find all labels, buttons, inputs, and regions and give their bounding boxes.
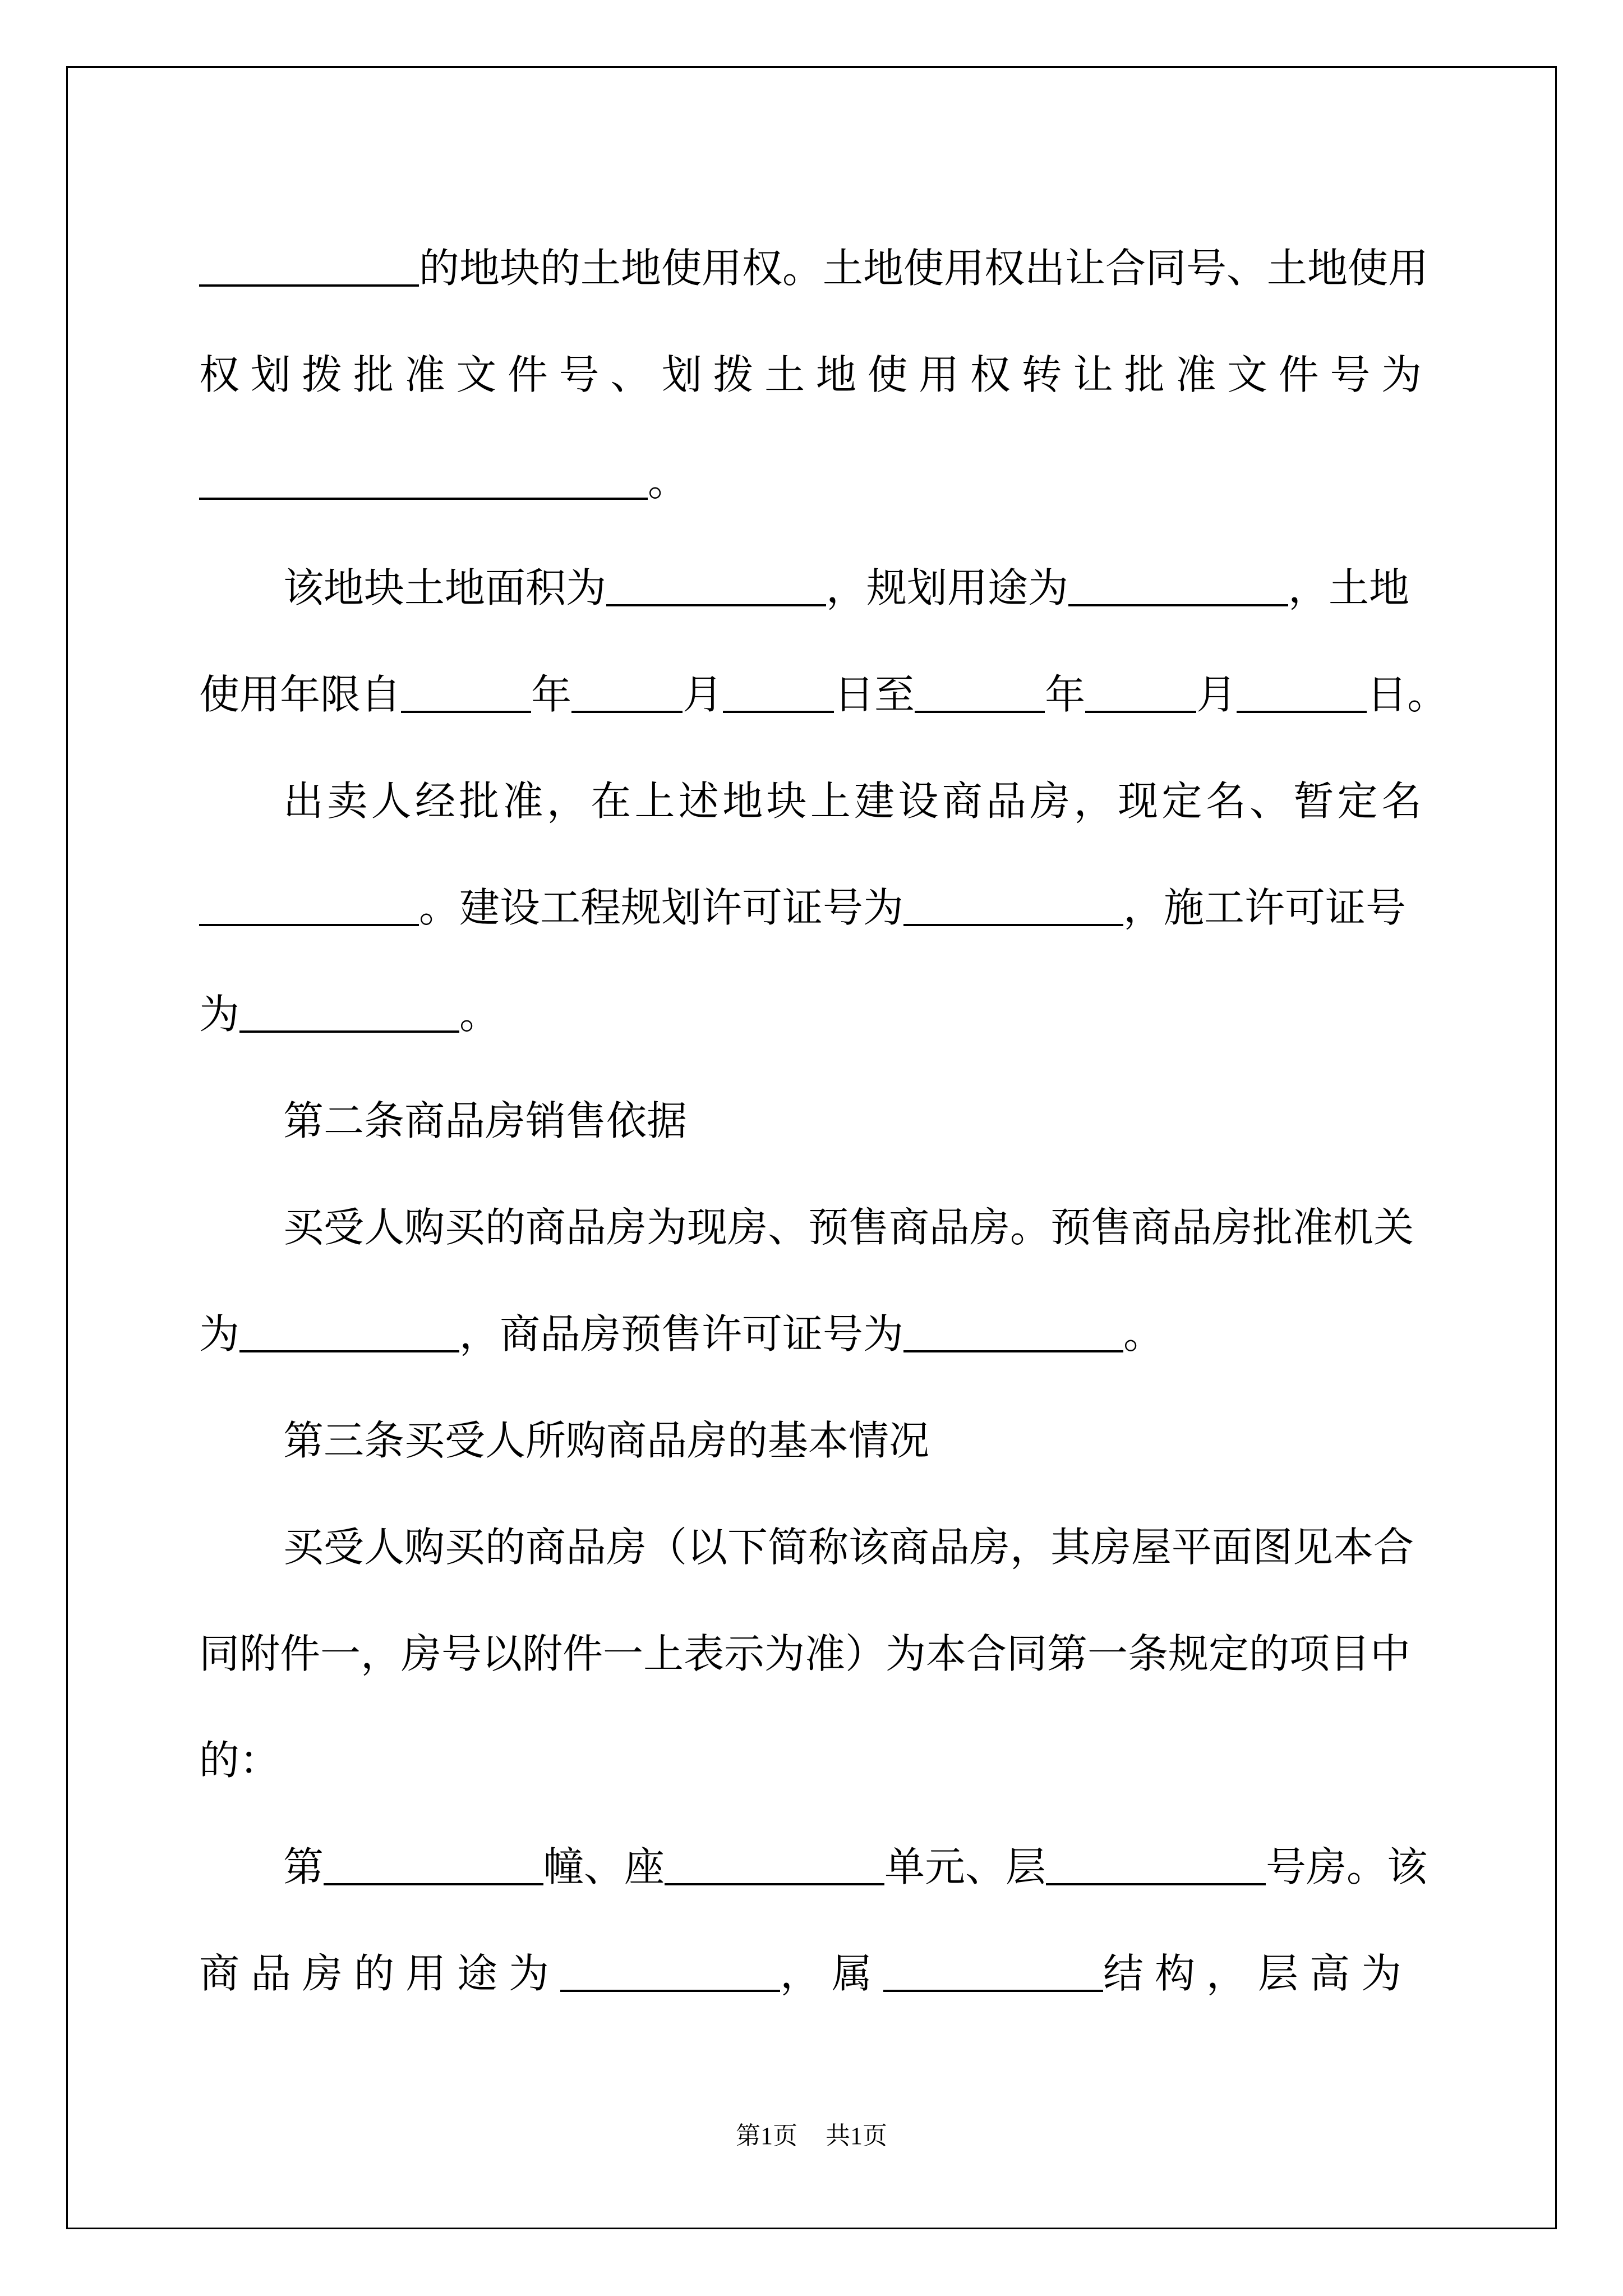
text-line (199, 1174, 1422, 1281)
text-run: ，属 (780, 1950, 884, 1997)
fill-blank (401, 675, 531, 713)
fill-blank (903, 888, 1123, 926)
text-run: 同附件一，房号以附件一上表示为准）为本合同第一条规定的项目中 (199, 1630, 1411, 1677)
text-run: 月 (683, 671, 723, 718)
fill-blank (1237, 675, 1367, 713)
text-run: 单元、层 (884, 1843, 1046, 1890)
text-line (199, 215, 1429, 321)
fill-blank (239, 1314, 459, 1352)
page-number: 第1页 (736, 2122, 797, 2150)
text-run: 为 (199, 991, 240, 1038)
text-run: 日至 (834, 671, 915, 718)
text-run: 结构，层高为 (1103, 1950, 1413, 1997)
fill-blank (239, 995, 459, 1033)
fill-blank (903, 1314, 1123, 1352)
fill-blank (1068, 568, 1288, 606)
text-run: ，施工许可证号 (1123, 884, 1407, 931)
text-line (199, 428, 1422, 535)
section-heading: 第三条买受人所购商品房的基本情况 (283, 1417, 930, 1464)
fill-blank (606, 568, 826, 606)
document-body (199, 215, 1448, 2027)
fill-blank (324, 1847, 543, 1885)
text-line (199, 854, 1422, 961)
fill-blank (199, 249, 419, 287)
text-run: 使用年限自 (199, 671, 402, 718)
text-run: 。 (648, 458, 689, 505)
text-run: 。 (1123, 1310, 1164, 1358)
fill-blank (571, 675, 683, 713)
text-run: 日。 (1367, 671, 1448, 718)
text-run: 的： (199, 1737, 280, 1784)
text-run: 年 (531, 671, 572, 718)
fill-blank (199, 888, 419, 926)
text-run: 的地块的土地使用权。土地使用权出让合同号、土地使用 (419, 245, 1429, 292)
fill-blank (1085, 675, 1196, 713)
text-run: ，商品房预售许可证号为 (459, 1310, 904, 1358)
text-line (199, 535, 1422, 641)
text-run: 号房。该 (1266, 1843, 1428, 1890)
page-footer (0, 2119, 1623, 2153)
fill-blank (665, 1847, 884, 1885)
section-heading: 第二条商品房销售依据 (283, 1097, 688, 1144)
fill-blank (883, 1954, 1103, 1992)
page-total: 共1页 (826, 2122, 887, 2150)
text-run: ，规划用途为 (826, 564, 1069, 611)
text-run: 买受人购买的商品房为现房、预售商品房。预售商品房批准机关 (283, 1204, 1414, 1251)
text-line (199, 1814, 1428, 1920)
text-line (199, 641, 1448, 748)
text-run: ，土地 (1288, 564, 1410, 611)
text-line (199, 748, 1422, 854)
fill-blank (560, 1954, 780, 1992)
fill-blank (915, 675, 1045, 713)
text-run: 第 (283, 1843, 324, 1890)
text-run: 商品房的用途为 (199, 1950, 561, 1997)
text-line (199, 1600, 1422, 1707)
text-line (199, 1920, 1422, 2027)
text-line (199, 1281, 1422, 1387)
fill-blank (199, 462, 648, 500)
text-run: 。建设工程规划许可证号为 (419, 884, 904, 931)
text-run: 月 (1196, 671, 1237, 718)
text-run: 权划拨批准文件号、划拨土地使用权转让批准文件号为 (199, 351, 1422, 398)
text-run: 买受人购买的商品房（以下简称该商品房，其房屋平面图见本合 (283, 1524, 1414, 1571)
text-line (199, 1494, 1422, 1600)
text-run: 为 (199, 1310, 240, 1358)
text-line (199, 961, 1422, 1068)
text-run: 出卖人经批准，在上述地块上建设商品房，现定名、暂定名 (283, 777, 1422, 825)
text-line (199, 1707, 1422, 1814)
text-run: 幢、座 (543, 1843, 665, 1890)
text-run: 该地块土地面积为 (283, 564, 607, 611)
text-run: 年 (1045, 671, 1086, 718)
text-line (199, 321, 1422, 428)
text-run: 。 (459, 991, 500, 1038)
fill-blank (1046, 1847, 1266, 1885)
fill-blank (723, 675, 834, 713)
